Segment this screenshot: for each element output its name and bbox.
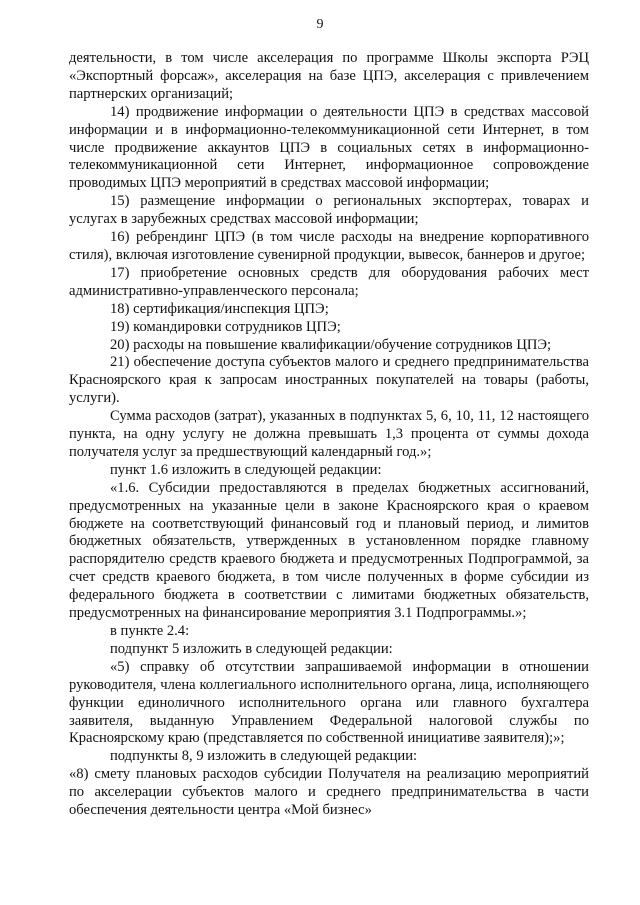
paragraph: Сумма расходов (затрат), указанных в подпунктах 5, 6, 10, 11, 12 настоящего пункта, на одну услугу не должна превышать 1,3 процента от суммы дохода получателя услуг за предшествующий календарный год.»; — [69, 408, 589, 460]
page-number: 9 — [316, 17, 324, 32]
paragraph: 17) приобретение основных средств для оборудования рабочих мест административно-управленческого персонала; — [69, 264, 589, 299]
paragraph: 15) размещение информации о региональных экспортерах, товарах и услугах в зарубежных средствах массовой информации; — [69, 193, 589, 228]
paragraph: 21) обеспечение доступа субъектов малого и среднего предпринимательства Красноярского края к запросам иностранных покупателей на товары (работы, услуги). — [69, 354, 589, 407]
paragraph: «5) справку об отсутствии запрашиваемой информации в отношении руководителя, члена коллегиального исполнительного органа, лица, исполняющего функции единоличного исполнительного органа или главного бухгалтера заявителя, выданную Управлением Федеральной налоговой службы по Красноярскому краю (представляется по собственной инициативе заявителя);»; — [69, 658, 589, 747]
paragraph: 16) ребрендинг ЦПЭ (в том числе расходы на внедрение корпоративного стиля), включая изготовление сувенирной продукции, вывесок, баннеров и другое; — [69, 229, 589, 263]
paragraph: 14) продвижение информации о деятельности ЦПЭ в средствах массовой информации и в информационно-телекоммуникационной сети Интернет, в том числе продвижение аккаунтов ЦПЭ в социальных сетях в информационно-телекоммуникационной сети Интернет, информационное сопровождение проводимых ЦПЭ мероприятий в средствах массовой информации; — [69, 103, 589, 192]
paragraph: подпункты 8, 9 изложить в следующей редакции: — [110, 748, 418, 765]
paragraph: 20) расходы на повышение квалификации/обучение сотрудников ЦПЭ; — [110, 336, 552, 353]
paragraph: 19) командировки сотрудников ЦПЭ; — [110, 318, 341, 335]
paragraph: в пункте 2.4: — [110, 623, 190, 639]
paragraph: пункт 1.6 изложить в следующей редакции: — [110, 461, 382, 478]
paragraph: «1.6. Субсидии предоставляются в пределах бюджетных ассигнований, предусмотренных на указанные цели в законе Красноярского края о краевом бюджете на соответствующий финансовый год и плановый период, и лимитов бюджетных обязательств, утвержденных в установленном порядке главному распорядителю средств краевого бюджета и предусмотренных Подпрограммой, за счет средств краевого бюджета, в том числе полученных в форме субсидии из федерального бюджета в соответствии с лимитами бюджетных обязательств, предусмотренных на финансирование мероприятия 3.1 Подпрограммы.»; — [69, 479, 589, 622]
paragraph: 18) сертификация/инспекция ЦПЭ; — [110, 300, 329, 317]
paragraph: деятельности, в том числе акселерация по программе Школы экспорта РЭЦ «Экспортный форсаж», акселерация на базе ЦПЭ, акселерация с привлечением партнерских организаций; — [69, 50, 589, 102]
paragraph: подпункт 5 изложить в следующей редакции: — [110, 640, 393, 657]
paragraph: «8) смету плановых расходов субсидии Получателя на реализацию мероприятий по акселерации субъектов малого и среднего предпринимательства в части обеспечения деятельности центра «Мой бизнес» — [69, 766, 589, 819]
document-body — [69, 50, 589, 820]
